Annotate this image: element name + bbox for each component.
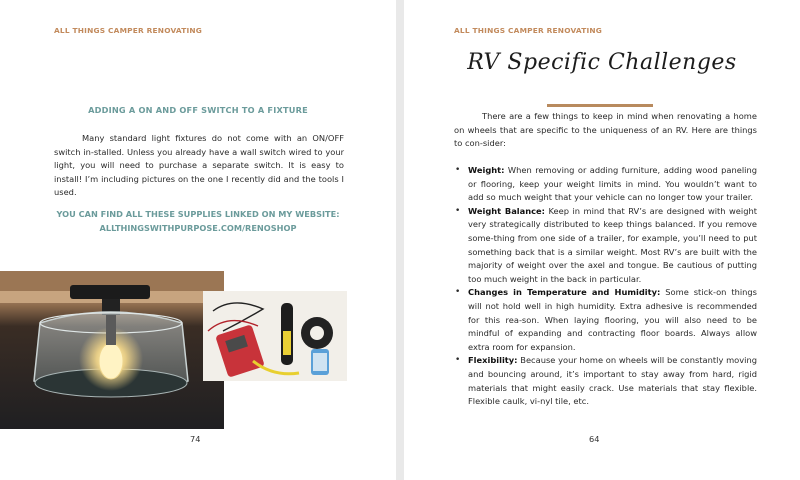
right-page-header: ALL THINGS CAMPER RENOVATING [454,26,603,35]
bullet-text: When removing or adding furniture, adding wood paneling or flooring, keep your weight limits in mind. You wouldn’t want to add so much weight that your vehicle can no longer tow your trailer. [468,165,757,203]
list-item [454,205,757,287]
challenges-intro: There are a few things to keep in mind when renovating a home on wheels that are specific to the uniqueness of an RV. Here are things to con-sider: [454,111,757,149]
title-divider [547,104,653,107]
supplies-line: YOU CAN FIND ALL THESE SUPPLIES LINKED ON MY WEBSITE: [56,209,340,219]
bullet-icon: • [455,205,461,216]
supplies-callout [0,207,396,235]
light-fixture-photo [0,271,224,429]
website-link[interactable]: ALLTHINGSWITHPURPOSE.COM/RENOSHOP [99,223,297,233]
intro-paragraph: Many standard light fixtures do not come with an ON/OFF switch in-stalled. Unless you already have a wall switch wired to your light, you will need to purchase a separate switch. It is easy to install! I’m including pictures on the one I recently did and the tools I used. [54,133,344,198]
bullet-icon: • [455,165,461,175]
left-page [0,0,396,480]
tools-illustration [203,291,347,381]
bullet-icon: • [455,287,461,298]
left-page-header: ALL THINGS CAMPER RENOVATING [54,26,203,35]
page-number-right: 64 [589,434,600,444]
list-item [454,164,757,205]
bullet-term: Weight: [468,165,505,175]
bullet-icon: • [455,355,461,366]
bullet-text: Keep in mind that RV’s are designed with weight very strategically distributed to keep things balanced. If you remove some-thing from one side of a trailer, for example, you’ll need to put something back that is a similar weight. Most RV’s are built with the majority of weight over the axel and tongue. Be cautious of putting too much weight in the back in particular. [468,205,757,284]
right-page [404,0,800,480]
bullet-term: Changes in Temperature and Humidity: [468,287,661,298]
list-item [454,286,757,354]
tools-photo [203,291,347,381]
page-title: RV Specific Challenges [467,50,737,75]
bullet-term: Flexibility: [468,355,518,366]
bullet-text: Some stick-on things will not hold well in high humidity. Extra adhesive is recommended for this rea-son. When laying flooring, you will also need to be mindful of expanding and contracting floor boards. Always allow extra room for expansion. [468,287,758,352]
page-number-left: 74 [190,434,201,444]
list-item [454,354,757,408]
bullet-term: Weight Balance: [468,205,546,216]
challenges-list [454,164,757,409]
light-fixture-illustration [0,271,224,429]
section-title: ADDING A ON AND OFF SWITCH TO A FIXTURE [88,105,308,115]
bullet-text: Because your home on wheels will be constantly moving and bouncing around, it’s important to stay away from hard, rigid materials that might easily crack. Use materials that stay flexible. Flexible caulk, vi-nyl tile, etc. [468,355,757,407]
